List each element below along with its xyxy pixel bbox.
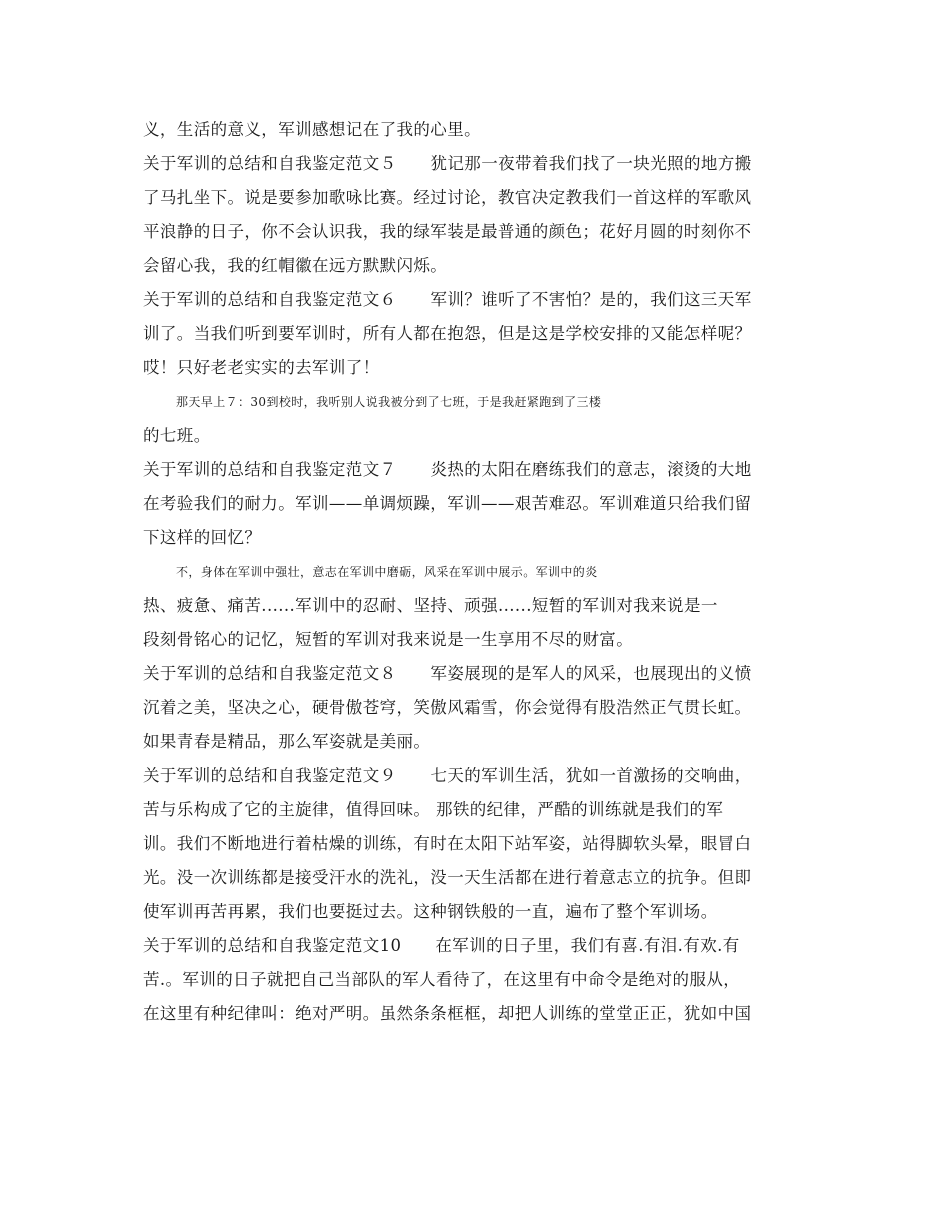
section-heading-line — [143, 152, 813, 176]
text-line — [143, 900, 813, 924]
text-line — [143, 628, 813, 652]
line-text: 在这里有种纪律叫：绝对严明。虽然条条框框，却把人训练的堂堂正正，犹如中国 — [143, 1004, 752, 1023]
text-line — [143, 1002, 813, 1026]
line-text: 军姿展现的是军人的风采，也展现出的义愤 — [430, 664, 752, 683]
text-line — [143, 254, 813, 278]
line-text: 会留心我，我的红帽徽在远方默默闪烁。 — [143, 256, 448, 275]
text-line — [143, 118, 813, 142]
line-text: 的七班。 — [143, 426, 211, 445]
text-line — [143, 968, 813, 992]
line-text: 了马扎坐下。说是要参加歌咏比赛。经过讨论，教官决定教我们一首这样的军歌风 — [143, 188, 752, 207]
line-text: 哎！只好老老实实的去军训了！ — [143, 358, 380, 377]
section-heading: 关于军训的总结和自我鉴定范文９ — [143, 766, 397, 785]
line-text: 炎热的太阳在磨练我们的意志，滚烫的大地 — [430, 460, 752, 479]
text-line — [143, 322, 813, 346]
text-line — [143, 356, 813, 380]
line-text: 犹记那一夜带着我们找了一块光照的地方搬 — [430, 154, 752, 173]
line-text: 使军训再苦再累，我们也要挺过去。这种钢铁般的一直，遍布了整个军训场。 — [143, 902, 718, 921]
line-text: 训了。当我们听到要军训时，所有人都在抱怨，但是这是学校安排的又能怎样呢？ — [143, 324, 752, 343]
text-line — [143, 730, 813, 754]
line-text: 那天早上７：30到校时，我听别人说我被分到了七班，于是我赶紧跑到了三楼 — [176, 395, 602, 409]
line-text: 在军训的日子里，我们有喜.有泪.有欢.有 — [435, 936, 740, 955]
line-text: 沉着之美，坚决之心，硬骨傲苍穹，笑傲风霜雪，你会觉得有股浩然正气贯长虹。 — [143, 698, 752, 717]
line-text: 苦与乐构成了它的主旋律，值得回味。 那铁的纪律，严酷的训练就是我们的军 — [143, 800, 724, 819]
section-heading-line — [143, 764, 813, 788]
section-heading-line — [143, 934, 813, 958]
line-text: 光。没一次训练都是接受汗水的洗礼，没一天生活都在进行着意志立的抗争。但即 — [143, 868, 752, 887]
text-line — [176, 560, 846, 584]
text-line — [143, 492, 813, 516]
text-line — [176, 390, 846, 414]
line-text: 平浪静的日子，你不会认识我，我的绿军装是最普通的颜色；花好月圆的时刻你不 — [143, 222, 752, 241]
text-line — [143, 866, 813, 890]
section-heading: 关于军训的总结和自我鉴定范文８ — [143, 664, 397, 683]
line-text: 段刻骨铭心的记忆，短暂的军训对我来说是一生享用不尽的财富。 — [143, 630, 634, 649]
section-heading: 关于军训的总结和自我鉴定范文５ — [143, 154, 397, 173]
section-heading: 关于军训的总结和自我鉴定范文７ — [143, 460, 397, 479]
section-heading-line — [143, 288, 813, 312]
line-text: 义，生活的意义，军训感想记在了我的心里。 — [143, 120, 481, 139]
line-text: 在考验我们的耐力。军训——单调烦躁，军训——艰苦难忍。军训难道只给我们留 — [143, 494, 752, 513]
section-heading-line — [143, 458, 813, 482]
text-line — [143, 798, 813, 822]
text-line — [143, 832, 813, 856]
section-heading: 关于军训的总结和自我鉴定范文６ — [143, 290, 397, 309]
text-line — [143, 594, 813, 618]
text-line — [143, 220, 813, 244]
line-text: 不，身体在军训中强壮，意志在军训中磨砺，风采在军训中展示。军训中的炎 — [176, 565, 598, 579]
line-text: 热、疲惫、痛苦......军训中的忍耐、坚持、顽强......短暂的军训对我来说是一 — [143, 596, 718, 615]
text-line — [143, 186, 813, 210]
line-text: 下这样的回忆？ — [143, 528, 262, 547]
text-line — [143, 424, 813, 448]
text-line — [143, 696, 813, 720]
line-text: 训。我们不断地进行着枯燥的训练，有时在太阳下站军姿，站得脚软头晕，眼冒白 — [143, 834, 752, 853]
line-text: 如果青春是精品，那么军姿就是美丽。 — [143, 732, 431, 751]
line-text: 军训？谁听了不害怕？是的，我们这三天军 — [430, 290, 752, 309]
section-heading-line — [143, 662, 813, 686]
section-heading: 关于军训的总结和自我鉴定范文10 — [143, 936, 402, 955]
line-text: 苦.。军训的日子就把自己当部队的军人看待了，在这里有中命令是绝对的服从， — [143, 970, 741, 989]
text-line — [143, 526, 813, 550]
line-text: 七天的军训生活，犹如一首激扬的交响曲， — [430, 766, 752, 785]
